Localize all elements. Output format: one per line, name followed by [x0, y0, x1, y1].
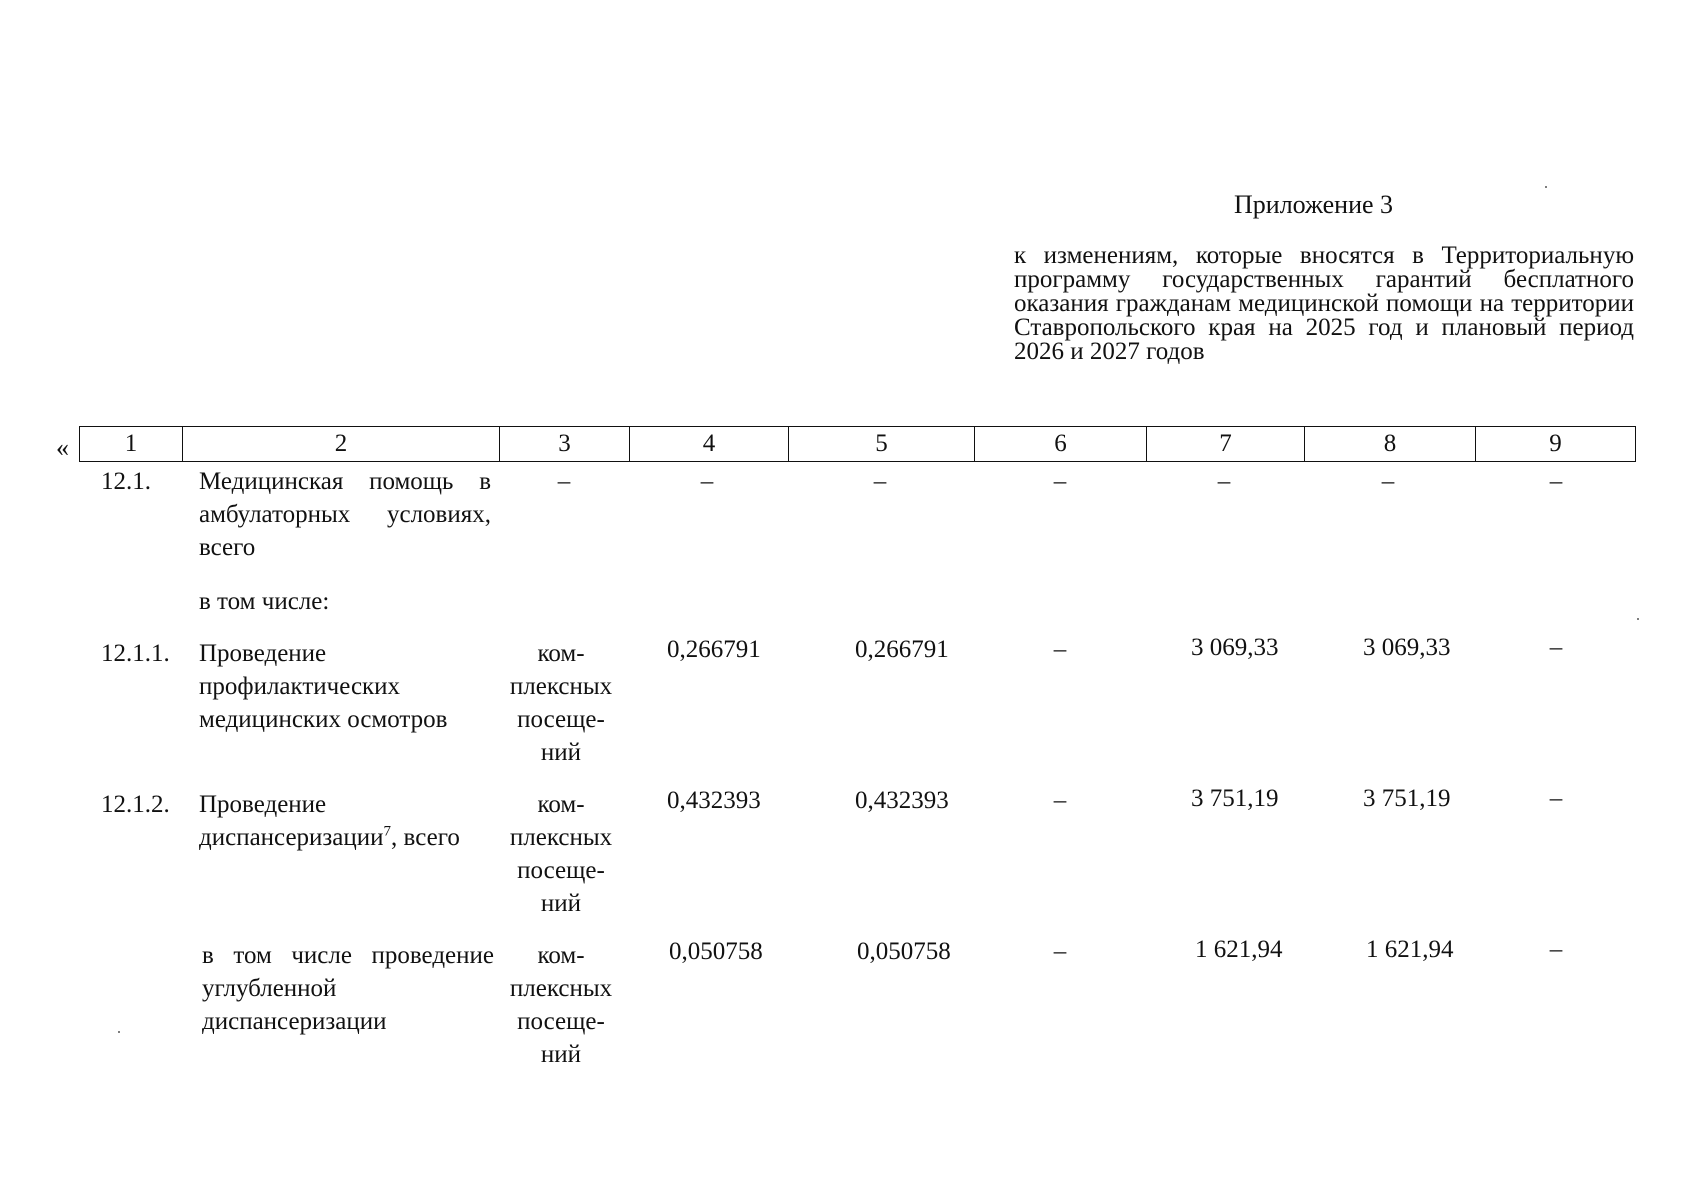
cell-col9: –	[1549, 785, 1563, 812]
cell-col9: –	[1549, 936, 1563, 963]
row-description: Медицинская помощь в амбулаторных условиях, всего	[199, 468, 491, 561]
column-number-4: 4	[630, 427, 789, 462]
opening-quote-mark: «	[56, 433, 69, 462]
cell-col4: 0,050758	[669, 938, 763, 965]
cell-col6: –	[1053, 636, 1067, 663]
row-description: в том числе проведение углубленной диспансеризации	[202, 942, 494, 1035]
cell-col5: 0,432393	[855, 787, 949, 814]
row-description-main: Проведение диспансеризации	[199, 791, 384, 851]
column-number-header	[79, 426, 1636, 462]
column-number-3: 3	[500, 427, 630, 462]
cell-col3: –	[557, 468, 571, 495]
cell-col8: 3 069,33	[1363, 634, 1451, 661]
cell-col4: –	[700, 468, 714, 495]
scan-speck	[1545, 186, 1547, 188]
cell-col7: –	[1217, 468, 1231, 495]
appendix-description: к изменениям, которые вносятся в Территориальную программу государственных гарантий бесплатного оказания гражданам медицинской помощи на территории Ставропольского края на 2025 год и плановый период 2026 и 2027 годов	[1014, 242, 1634, 365]
column-number-7: 7	[1147, 427, 1305, 462]
cell-col5: 0,050758	[857, 938, 951, 965]
column-number-row	[80, 427, 1636, 462]
cell-col7: 1 621,94	[1195, 936, 1283, 963]
row-description	[199, 788, 491, 854]
column-number-8: 8	[1305, 427, 1476, 462]
cell-col8: –	[1381, 468, 1395, 495]
cell-col6: –	[1053, 468, 1067, 495]
unit-of-measure: ком- плексных посеще- ний	[509, 640, 613, 766]
column-number-1: 1	[80, 427, 183, 462]
column-number-6: 6	[975, 427, 1147, 462]
appendix-title: Приложение 3	[1234, 190, 1394, 219]
scan-speck	[118, 1031, 120, 1033]
unit-of-measure: ком- плексных посеще- ний	[509, 791, 613, 917]
cell-col6: –	[1053, 938, 1067, 965]
column-number-2: 2	[183, 427, 500, 462]
cell-col4: 0,432393	[667, 787, 761, 814]
column-number-5: 5	[789, 427, 975, 462]
cell-col9: –	[1549, 468, 1563, 495]
row-description: Проведение профилактических медицинских осмотров	[199, 640, 448, 733]
row-number: 12.1.1.	[101, 640, 170, 667]
column-number-9: 9	[1476, 427, 1636, 462]
cell-col5: 0,266791	[855, 636, 949, 663]
unit-of-measure: ком- плексных посеще- ний	[509, 942, 613, 1068]
row-description-tail: , всего	[391, 824, 460, 851]
row-number: 12.1.2.	[101, 791, 170, 818]
cell-col8: 1 621,94	[1366, 936, 1454, 963]
cell-col4: 0,266791	[667, 636, 761, 663]
row-number: 12.1.	[101, 468, 151, 495]
cell-col8: 3 751,19	[1363, 785, 1451, 812]
cell-col6: –	[1053, 787, 1067, 814]
subtotal-label: в том числе:	[199, 588, 330, 615]
scan-speck	[1637, 618, 1639, 620]
cell-col7: 3 751,19	[1191, 785, 1279, 812]
cell-col5: –	[873, 468, 887, 495]
cell-col9: –	[1549, 634, 1563, 661]
cell-col7: 3 069,33	[1191, 634, 1279, 661]
footnote-marker: 7	[383, 823, 392, 840]
